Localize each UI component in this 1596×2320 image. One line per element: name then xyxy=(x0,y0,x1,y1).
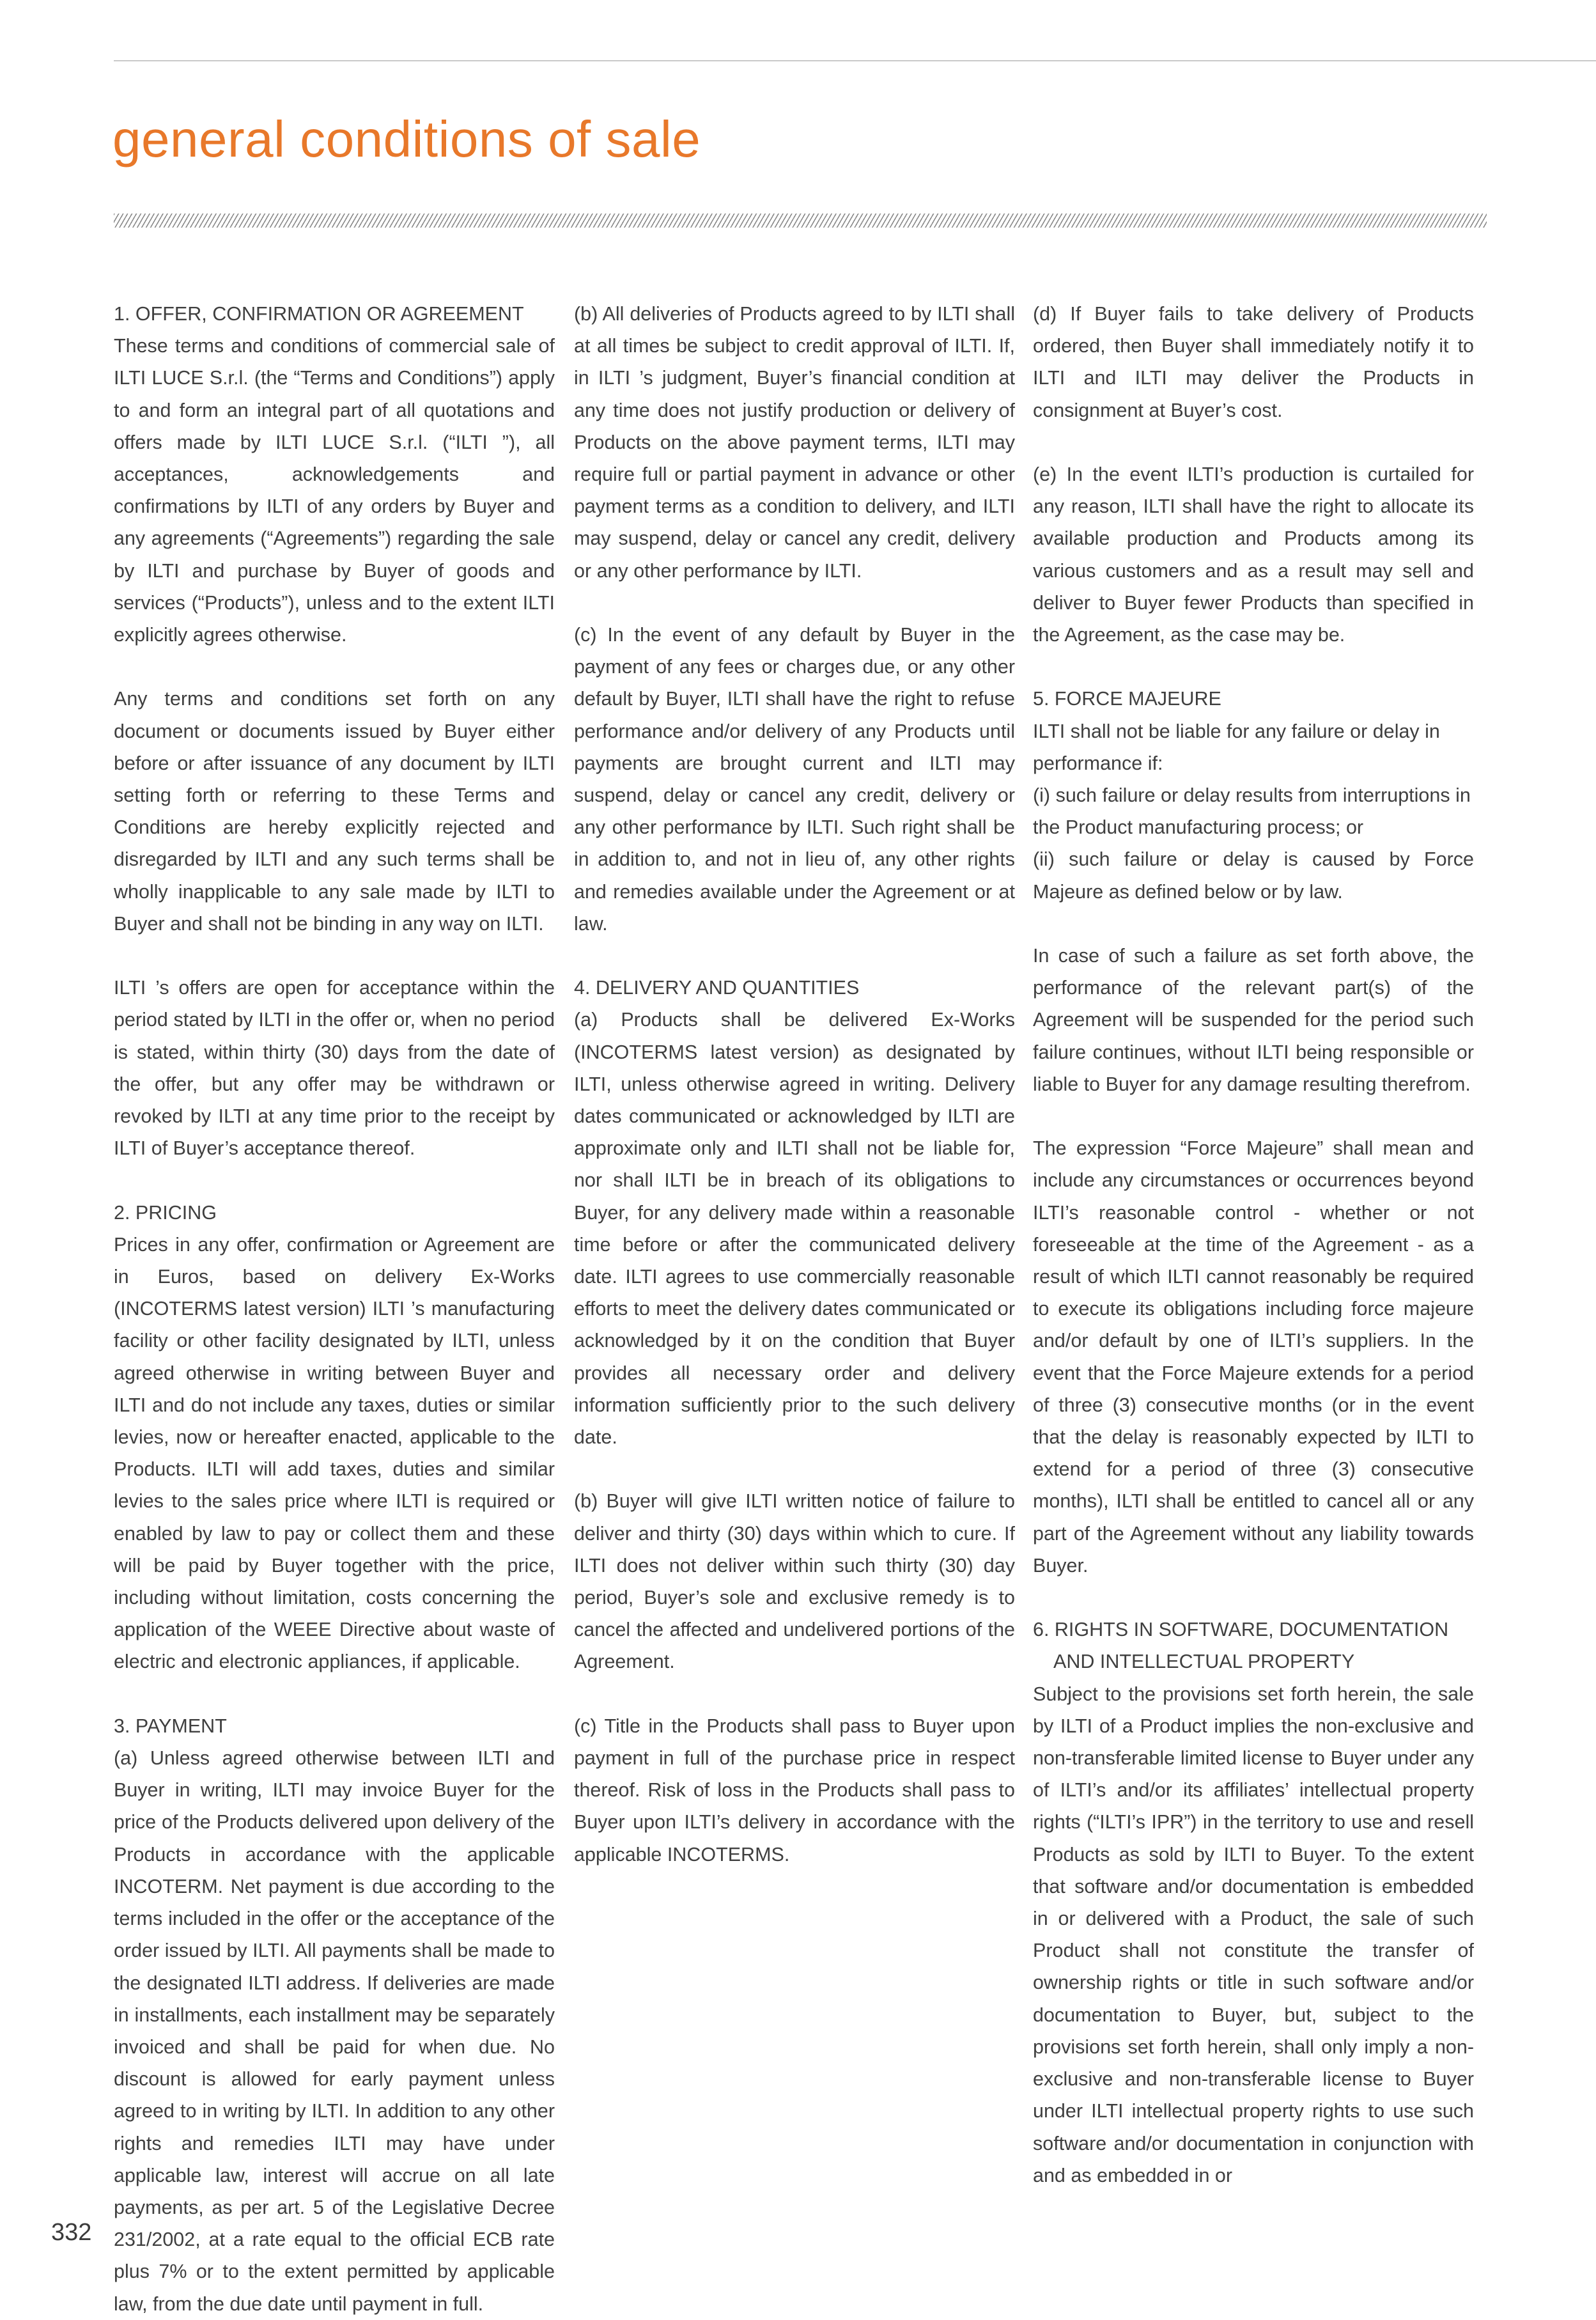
paragraph: These terms and conditions of commercial sale of ILTI LUCE S.r.l. (the “Terms and Conditions”) apply to and form an integral part of all quotations and offers made by ILTI LUCE S.r.l. (“ILTI ”), all acceptances, acknowledgements and confirmations by ILTI of any orders by Buyer and any agreements (“Agreements”) regarding the sale by ILTI and purchase by Buyer of goods and services (“Products”), unless and to the extent ILTI explicitly agrees otherwise. xyxy=(114,335,555,646)
paragraph: (a) Products shall be delivered Ex-Works (INCOTERMS latest version) as designated by ILTI, unless otherwise agreed in writing. Delivery dates communicated or acknowledged by ILTI are approximate only and ILTI shall not be liable for, nor shall ILTI be in breach of its obligations to Buyer, for any delivery made within a reasonable time before or after the communicated delivery date. ILTI agrees to use commercially reasonable efforts to meet the delivery dates communicated or acknowledged by it on the condition that Buyer provides all necessary order and delivery information sufficiently prior to the such delivery date. xyxy=(574,1009,1015,1449)
hatched-divider xyxy=(114,214,1487,228)
page-number: 332 xyxy=(51,2219,92,2246)
section-heading-offer: 1. OFFER, CONFIRMATION OR AGREEMENT xyxy=(114,303,524,325)
section-heading-rights-line2: AND INTELLECTUAL PROPERTY xyxy=(1053,1651,1355,1673)
section-heading-payment: 3. PAYMENT xyxy=(114,1715,227,1737)
paragraph: Prices in any offer, confirmation or Agreement are in Euros, based on delivery Ex-Works (INCOTERMS latest version) ILTI ’s manufacturing facility or other facility designated by ILTI, unless agreed otherwise in writing between Buyer and ILTI and do not include any taxes, duties or similar levies, now or hereafter enacted, applicable to the Products. ILTI will add taxes, duties and similar levies to the sales price where ILTI is required or enabled by law to pay or collect them and these will be paid by Buyer together with the price, including without limitation, costs concerning the application of the WEEE Directive about waste of electric and electronic appliances, if applicable. xyxy=(114,1233,555,1673)
paragraph: (a) Unless agreed otherwise between ILTI and Buyer in writing, ILTI may invoice Buyer for the price of the Products delivered upon delivery of the Products in accordance with the applicable INCOTERM. Net payment is due according to the terms included in the offer or the acceptance of the order issued by ILTI. All payments shall be made to the designated ILTI address. If deliveries are made in installments, each installment may be separately invoiced and shall be paid for when due. No discount is allowed for early payment unless agreed to in writing by ILTI. In addition to any other rights and remedies ILTI may have under applicable law, interest will accrue on all late payments, as per art. 5 of the Legislative Decree 231/2002, at a rate equal to the official ECB rate plus 7% or to the extent permitted by applicable law, from the due date until payment in full. xyxy=(114,1747,555,2315)
paragraph: (c) In the event of any default by Buyer in the payment of any fees or charges due, or any other default by Buyer, ILTI shall have the right to refuse performance and/or delivery of any Products until payments are brought current and ILTI may suspend, delay or cancel any credit, delivery or any other performance by ILTI. Such right shall be in addition to, and not in lieu of, any other rights and remedies available under the Agreement or at law. xyxy=(574,624,1015,935)
paragraph: (c) Title in the Products shall pass to Buyer upon payment in full of the purchase price in respect thereof. Risk of loss in the Products shall pass to Buyer upon ILTI’s delivery in accordance with the applicable INCOTERMS. xyxy=(574,1715,1015,1865)
paragraph: In case of such a failure as set forth above, the performance of the relevant part(s) of the Agreement will be suspended for the period such failure continues, without ILTI being responsible or liable to Buyer for any damage resulting therefrom. xyxy=(1033,945,1474,1095)
text-column-1 xyxy=(114,298,555,2320)
list-item: (ii) such failure or delay is caused by Force Majeure as defined below or by law. xyxy=(1033,848,1474,903)
top-divider xyxy=(114,60,1596,61)
section-heading-force-majeure: 5. FORCE MAJEURE xyxy=(1033,688,1221,710)
paragraph: (b) Buyer will give ILTI written notice of failure to deliver and thirty (30) days within which to cure. If ILTI does not deliver within such thirty (30) day period, Buyer’s sole and exclusive remedy is to cancel the affected and undelivered portions of the Agreement. xyxy=(574,1490,1015,1673)
text-column-3 xyxy=(1033,298,1474,2192)
paragraph: Subject to the provisions set forth herein, the sale by ILTI of a Product implies the non-exclusive and non-transferable limited license to Buyer under any of ILTI’s and/or its affiliates’ intellectual property rights (“ILTI’s IPR”) in the territory to use and resell Products as sold by ILTI to Buyer. To the extent that software and/or documentation is embedded in or delivered with a Product, the sale of such Product shall not constitute the transfer of ownership rights or title in such software and/or documentation to Buyer, but, subject to the provisions set forth herein, shall only imply a non-exclusive and non-transferable license to Buyer under ILTI intellectual property rights to use such software and/or documentation in conjunction with and as embedded in or xyxy=(1033,1683,1474,2186)
paragraph: (b) All deliveries of Products agreed to by ILTI shall at all times be subject to credit approval of ILTI. If, in ILTI ’s judgment, Buyer’s financial condition at any time does not justify production or delivery of Products on the above payment terms, ILTI may require full or partial payment in advance or other payment terms as a condition to delivery, and ILTI may suspend, delay or cancel any credit, delivery or any other performance by ILTI. xyxy=(574,303,1015,582)
section-heading-rights: 6. RIGHTS IN SOFTWARE, DOCUMENTATION xyxy=(1033,1619,1449,1641)
text-column-2 xyxy=(574,298,1015,1871)
paragraph: (d) If Buyer fails to take delivery of Products ordered, then Buyer shall immediately notify it to ILTI and ILTI may deliver the Products in consignment at Buyer’s cost. xyxy=(1033,303,1474,421)
list-item: (i) such failure or delay results from interruptions in the Product manufacturing process; or xyxy=(1033,784,1471,839)
paragraph: ILTI shall not be liable for any failure or delay in performance if: xyxy=(1033,720,1440,774)
paragraph: (e) In the event ILTI’s production is curtailed for any reason, ILTI shall have the right to allocate its available production and Products among its various customers and as a result may sell and deliver to Buyer fewer Products than specified in the Agreement, as the case may be. xyxy=(1033,463,1474,646)
page-title: general conditions of sale xyxy=(112,111,701,167)
section-heading-pricing: 2. PRICING xyxy=(114,1201,217,1224)
paragraph: ILTI ’s offers are open for acceptance within the period stated by ILTI in the offer or, when no period is stated, within thirty (30) days from the date of the offer, but any offer may be withdrawn or revoked by ILTI at any time prior to the receipt by ILTI of Buyer’s acceptance thereof. xyxy=(114,977,555,1160)
paragraph: Any terms and conditions set forth on any document or documents issued by Buyer either before or after issuance of any document by ILTI setting forth or referring to these Terms and Conditions are hereby explicitly rejected and disregarded by ILTI and any such terms shall be wholly inapplicable to any sale made by ILTI to Buyer and shall not be binding in any way on ILTI. xyxy=(114,688,555,935)
section-heading-delivery: 4. DELIVERY AND QUANTITIES xyxy=(574,977,860,999)
paragraph: The expression “Force Majeure” shall mean and include any circumstances or occurrences beyond ILTI’s reasonable control - whether or not foreseeable at the time of the Agreement - as a result of which ILTI cannot reasonably be required to execute its obligations including force majeure and/or default by one of ILTI’s suppliers. In the event that the Force Majeure extends for a period of three (3) consecutive months (or in the event that the delay is reasonably expected by ILTI to extend for a period of three (3) consecutive months), ILTI shall be entitled to cancel all or any part of the Agreement without any liability towards Buyer. xyxy=(1033,1137,1474,1577)
